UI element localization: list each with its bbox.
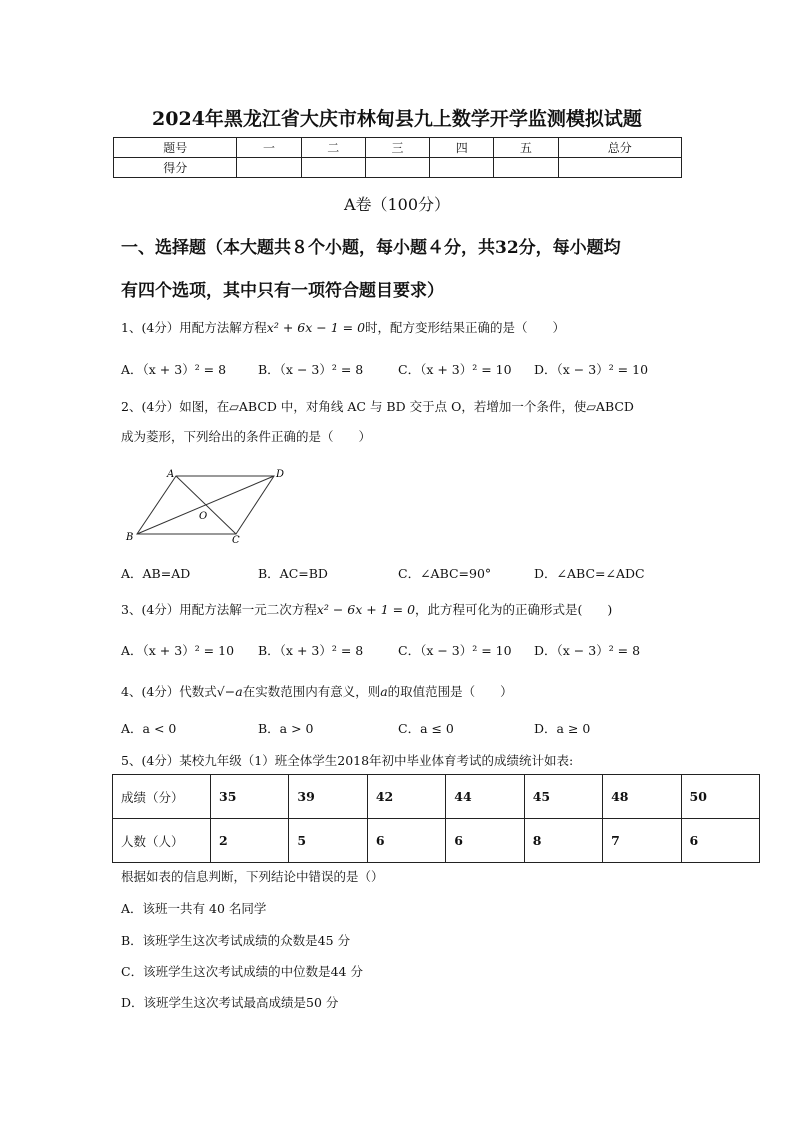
vertex-label-b: B <box>126 532 134 543</box>
score-header-cell: 四 <box>430 138 494 158</box>
question-5-follow: 根据如表的信息判断，下列结论中错误的是（） <box>121 869 384 884</box>
q5-option-b[interactable]: B．该班学生这次考试成绩的众数是45 分 <box>121 933 351 948</box>
vertex-label-a: A <box>167 469 175 480</box>
stats-cell: 6 <box>681 819 759 863</box>
diagonal-bd <box>137 476 274 534</box>
q3-option-b[interactable]: B．（x + 3）² = 8 <box>258 643 364 658</box>
q3-option-a[interactable]: A．（x + 3）² = 10 <box>121 643 235 658</box>
q2-option-c[interactable]: C．∠ABC=90° <box>398 566 492 581</box>
section-a-heading: A卷（100分） <box>343 195 451 214</box>
q2-option-b[interactable]: B．AC=BD <box>258 566 328 581</box>
q4-option-a[interactable]: A．a < 0 <box>121 721 177 736</box>
vertex-label-c: C <box>232 535 240 546</box>
stats-cell: 48 <box>603 775 681 819</box>
q5-option-c[interactable]: C．该班学生这次考试成绩的中位数是44 分 <box>121 964 363 979</box>
score-header-cell: 三 <box>365 138 429 158</box>
score-blank <box>365 158 429 178</box>
score-blank <box>237 158 301 178</box>
stats-cell: 45 <box>524 775 602 819</box>
q1-option-c[interactable]: C．（x + 3）² = 10 <box>398 362 512 377</box>
part1-heading-line2: 有四个选项，其中只有一项符合题目要求） <box>121 281 444 301</box>
q4-option-b[interactable]: B．a > 0 <box>258 721 314 736</box>
q4-variable: a <box>380 684 388 699</box>
stats-cell: 成绩（分） <box>113 775 211 819</box>
stats-cell: 6 <box>446 819 524 863</box>
q1-option-b[interactable]: B．（x − 3）² = 8 <box>258 362 364 377</box>
score-value-row <box>114 158 682 178</box>
stats-cell: 44 <box>446 775 524 819</box>
q4-stem-mid: 在实数范围内有意义，则 <box>242 684 381 699</box>
center-label-o: O <box>199 511 208 522</box>
stats-cell: 7 <box>603 819 681 863</box>
q1-option-d[interactable]: D．（x − 3）² = 10 <box>534 362 649 377</box>
q3-option-c[interactable]: C．（x − 3）² = 10 <box>398 643 512 658</box>
question-1-stem <box>121 318 565 336</box>
stats-cell: 6 <box>367 819 445 863</box>
stats-cell: 2 <box>211 819 289 863</box>
score-row-label: 得分 <box>114 158 237 178</box>
stats-cell: 8 <box>524 819 602 863</box>
parallelogram-figure <box>124 462 294 548</box>
stats-cell: 39 <box>289 775 367 819</box>
q2-option-a[interactable]: A．AB=AD <box>121 566 191 581</box>
q1-equation: x² + 6x − 1 = 0 <box>266 320 366 335</box>
q4-radical: √−a <box>216 684 243 699</box>
score-header-cell: 总分 <box>558 138 681 158</box>
score-header-cell: 五 <box>494 138 558 158</box>
q3-stem-text: 3、(4分）用配方法解一元二次方程 <box>121 602 317 617</box>
question-4-stem <box>121 682 513 700</box>
q5-option-d[interactable]: D．该班学生这次考试最高成绩是50 分 <box>121 995 339 1010</box>
question-2-line2: 成为菱形，下列给出的条件正确的是（ ） <box>121 429 372 444</box>
question-2-line1: 2、(4分）如图，在▱ABCD 中，对角线 AC 与 BD 交于点 O，若增加一个条件，使▱ABCD <box>121 399 634 414</box>
question-5-stem: 5、(4分）某校九年级（1）班全体学生2018年初中毕业体育考试的成绩统计如表: <box>121 753 574 768</box>
q4-option-d[interactable]: D．a ≥ 0 <box>534 721 591 736</box>
q1-option-a[interactable]: A．（x + 3）² = 8 <box>121 362 227 377</box>
score-blank <box>301 158 365 178</box>
stats-cell: 50 <box>681 775 759 819</box>
part1-heading-line1: 一、选择题（本大题共８个小题，每小题４分，共32分，每小题均 <box>121 238 621 258</box>
stats-row-counts <box>113 819 760 863</box>
score-header-cell: 题号 <box>114 138 237 158</box>
score-table <box>113 137 682 178</box>
score-blank <box>494 158 558 178</box>
q5-option-a[interactable]: A．该班一共有 40 名同学 <box>121 901 267 916</box>
vertex-label-d: D <box>276 469 285 480</box>
score-blank <box>430 158 494 178</box>
q4-option-c[interactable]: C．a ≤ 0 <box>398 721 454 736</box>
q2-option-d[interactable]: D．∠ABC=∠ADC <box>534 566 645 581</box>
q1-stem-tail: 时，配方变形结果正确的是（ ） <box>365 320 566 335</box>
stats-cell: 人数（人） <box>113 819 211 863</box>
exam-title: 2024年黑龙江省大庆市林甸县九上数学开学监测模拟试题 <box>152 108 642 130</box>
q4-stem-text: 4、(4分）代数式 <box>121 684 217 699</box>
score-blank <box>558 158 681 178</box>
q4-stem-tail: 的取值范围是（ ） <box>387 684 513 699</box>
stats-cell: 42 <box>367 775 445 819</box>
stats-table <box>112 774 760 863</box>
q1-stem-text: 1、(4分）用配方法解方程 <box>121 320 267 335</box>
q3-stem-tail: ，此方程可化为的正确形式是( ) <box>415 602 613 617</box>
stats-cell: 35 <box>211 775 289 819</box>
q3-option-d[interactable]: D．（x − 3）² = 8 <box>534 643 641 658</box>
score-header-cell: 二 <box>301 138 365 158</box>
stats-row-scores <box>113 775 760 819</box>
score-header-row <box>114 138 682 158</box>
question-3-stem <box>121 600 612 618</box>
score-header-cell: 一 <box>237 138 301 158</box>
q3-equation: x² − 6x + 1 = 0 <box>316 602 416 617</box>
stats-cell: 5 <box>289 819 367 863</box>
